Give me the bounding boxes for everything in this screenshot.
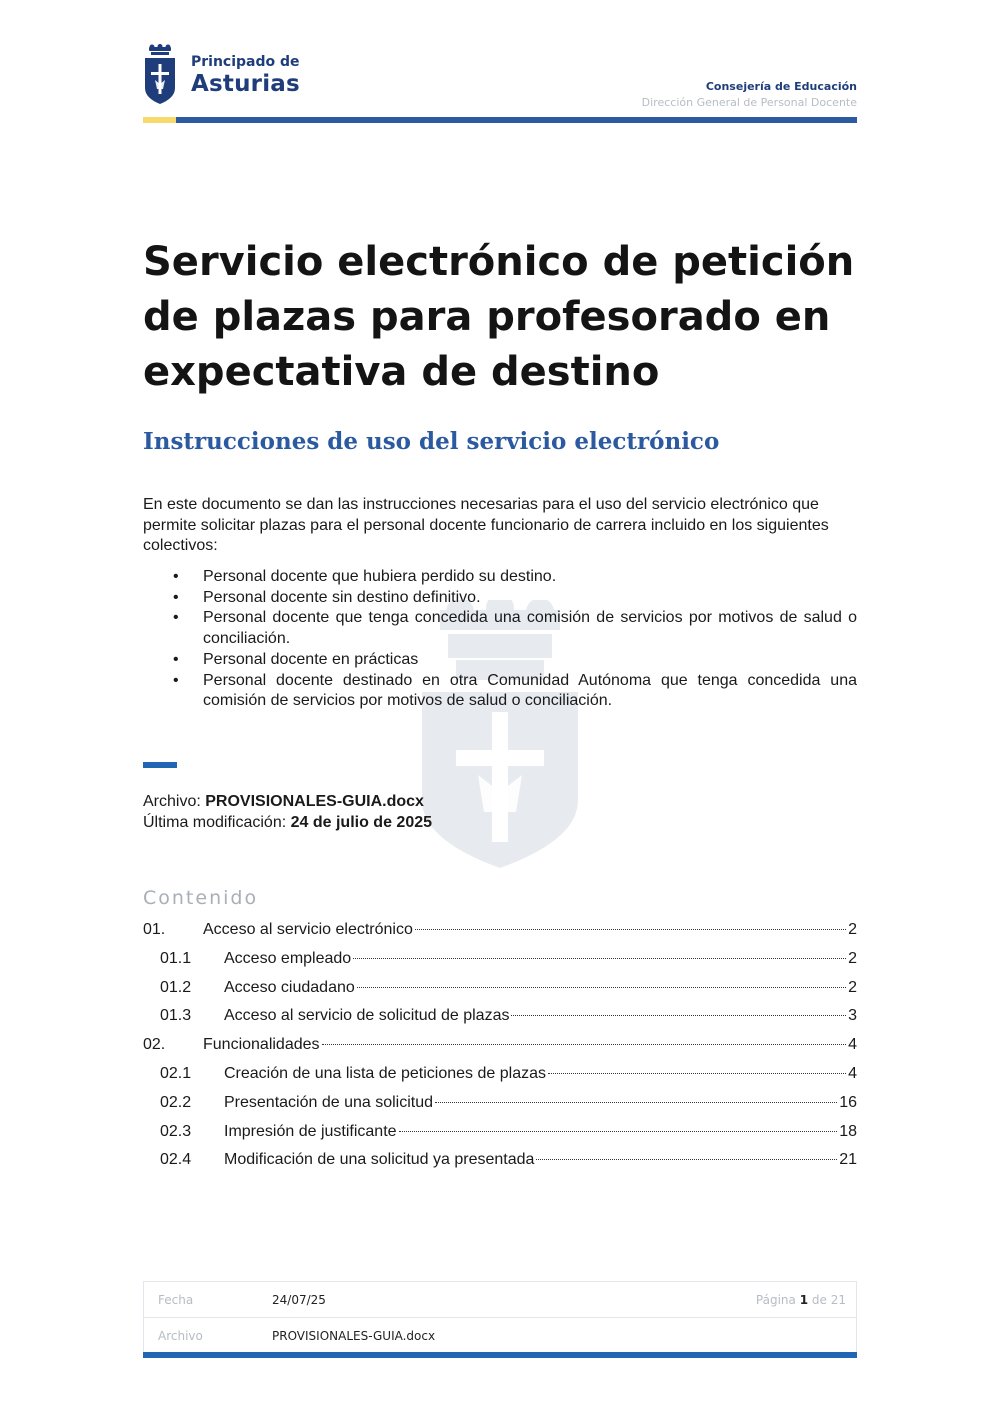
collectives-list <box>143 567 857 712</box>
toc-entry-page: 16 <box>839 1093 857 1111</box>
list-item: • Personal docente que hubiera perdido su destino. <box>143 567 857 588</box>
list-item: • Personal docente en prácticas <box>143 650 857 671</box>
toc-entry-title: Creación de una lista de peticiones de plazas <box>224 1064 546 1082</box>
footer-file-value: PROVISIONALES-GUIA.docx <box>272 1329 436 1343</box>
bullet-icon: • <box>173 568 179 585</box>
list-item: • Personal docente que tenga concedida una comisión de servicios por motivos de salud o conciliación. <box>173 609 857 648</box>
toc-entry[interactable] <box>143 1036 857 1065</box>
toc-entry-page: 4 <box>848 1036 857 1054</box>
intro-paragraph: En este documento se dan las instrucciones necesarias para el uso del servicio electrónico que permite solicitar plazas para el personal docente funcionario de carrera incluido en los siguientes colectivos: <box>143 496 829 554</box>
header-divider-bar <box>143 117 857 123</box>
toc-entry[interactable] <box>143 1094 857 1123</box>
toc-entry-title: Acceso empleado <box>224 949 352 967</box>
page-footer <box>143 1281 857 1353</box>
toc-leader-dots <box>415 929 846 930</box>
toc-leader-dots <box>548 1073 846 1074</box>
principado-logo <box>143 44 300 106</box>
footer-date-value: 24/07/25 <box>272 1292 326 1307</box>
toc-leader-dots <box>353 958 846 959</box>
toc-entry-page: 2 <box>848 921 857 938</box>
logo-text-line2: Asturias <box>191 70 300 97</box>
bullet-icon: • <box>173 588 179 606</box>
footer-file-row <box>144 1318 856 1354</box>
modified-date-line: Última modificación: 24 de julio de 2025 <box>143 814 433 831</box>
toc-entry[interactable] <box>143 1123 857 1152</box>
toc-entry-title: Acceso al servicio de solicitud de plazas <box>224 1007 510 1025</box>
toc-entry-page: 21 <box>839 1151 857 1169</box>
asturias-shield-icon <box>143 44 177 106</box>
bullet-icon: • <box>173 609 179 627</box>
bullet-icon: • <box>173 650 179 668</box>
toc-entry-title: Funcionalidades <box>203 1036 320 1054</box>
header-divider-accent <box>143 117 176 123</box>
bullet-icon: • <box>173 671 179 689</box>
toc-entry-page: 2 <box>848 978 857 996</box>
toc-entry-number: 02. <box>143 1036 166 1054</box>
footer-date-row <box>144 1282 856 1318</box>
document-subtitle: Instrucciones de uso del servicio electrónico <box>143 428 720 455</box>
toc-entry-number: 02.2 <box>160 1093 192 1111</box>
toc-entry[interactable] <box>143 950 857 979</box>
footer-file-label: Archivo <box>158 1329 203 1343</box>
toc-entry-title: Acceso al servicio electrónico <box>203 921 413 938</box>
toc-entry-title: Impresión de justificante <box>224 1122 397 1140</box>
toc-entry-number: 01. <box>143 921 166 938</box>
logo-text-line1: Principado de <box>191 53 300 70</box>
toc-leader-dots <box>399 1131 838 1132</box>
document-title: Servicio electrónico de petición de plazas para profesorado en expectativa de destino <box>143 239 855 395</box>
toc-entry[interactable] <box>143 1007 857 1036</box>
toc-entry-number: 02.1 <box>160 1064 192 1082</box>
toc-leader-dots <box>435 1102 837 1103</box>
table-of-contents <box>143 921 857 1180</box>
footer-date-label: Fecha <box>158 1292 194 1307</box>
page-number: Página 1 de 21 <box>755 1292 846 1307</box>
list-item: • Personal docente sin destino definitivo. <box>143 588 857 609</box>
toc-entry-number: 02.4 <box>160 1151 192 1169</box>
toc-entry[interactable] <box>143 921 857 950</box>
section-accent-bar <box>143 762 177 768</box>
toc-entry-title: Presentación de una solicitud <box>224 1093 434 1111</box>
toc-entry-page: 2 <box>848 949 857 967</box>
footer-accent-bar <box>143 1352 857 1358</box>
toc-entry-number: 01.1 <box>160 949 192 967</box>
header-department-block <box>642 80 857 110</box>
toc-entry[interactable] <box>143 1065 857 1094</box>
toc-leader-dots <box>536 1159 837 1160</box>
toc-leader-dots <box>511 1015 846 1016</box>
toc-entry-page: 3 <box>848 1007 857 1025</box>
toc-entry-title: Modificación de una solicitud ya presentada <box>224 1151 535 1169</box>
toc-leader-dots <box>357 987 846 988</box>
toc-entry-number: 02.3 <box>160 1122 192 1140</box>
list-item: • Personal docente destinado en otra Comunidad Autónoma que tenga concedida una comisión de servicios por motivos de salud o conciliación. <box>173 671 857 710</box>
file-name-line: Archivo: PROVISIONALES-GUIA.docx <box>143 793 424 810</box>
toc-entry-title: Acceso ciudadano <box>224 978 355 996</box>
toc-heading: Contenido <box>143 887 259 909</box>
modified-date: 24 de julio de 2025 <box>290 814 433 831</box>
toc-entry-number: 01.2 <box>160 978 192 996</box>
toc-entry[interactable] <box>143 1151 857 1180</box>
toc-entry-page: 18 <box>839 1122 857 1140</box>
toc-entry[interactable] <box>143 979 857 1008</box>
toc-leader-dots <box>322 1044 847 1045</box>
toc-entry-page: 4 <box>848 1064 857 1082</box>
toc-entry-number: 01.3 <box>160 1007 192 1025</box>
file-name: PROVISIONALES-GUIA.docx <box>205 793 424 810</box>
subdepartment-name: Dirección General de Personal Docente <box>641 96 857 109</box>
department-name: Consejería de Educación <box>705 80 857 93</box>
file-info <box>143 791 432 833</box>
